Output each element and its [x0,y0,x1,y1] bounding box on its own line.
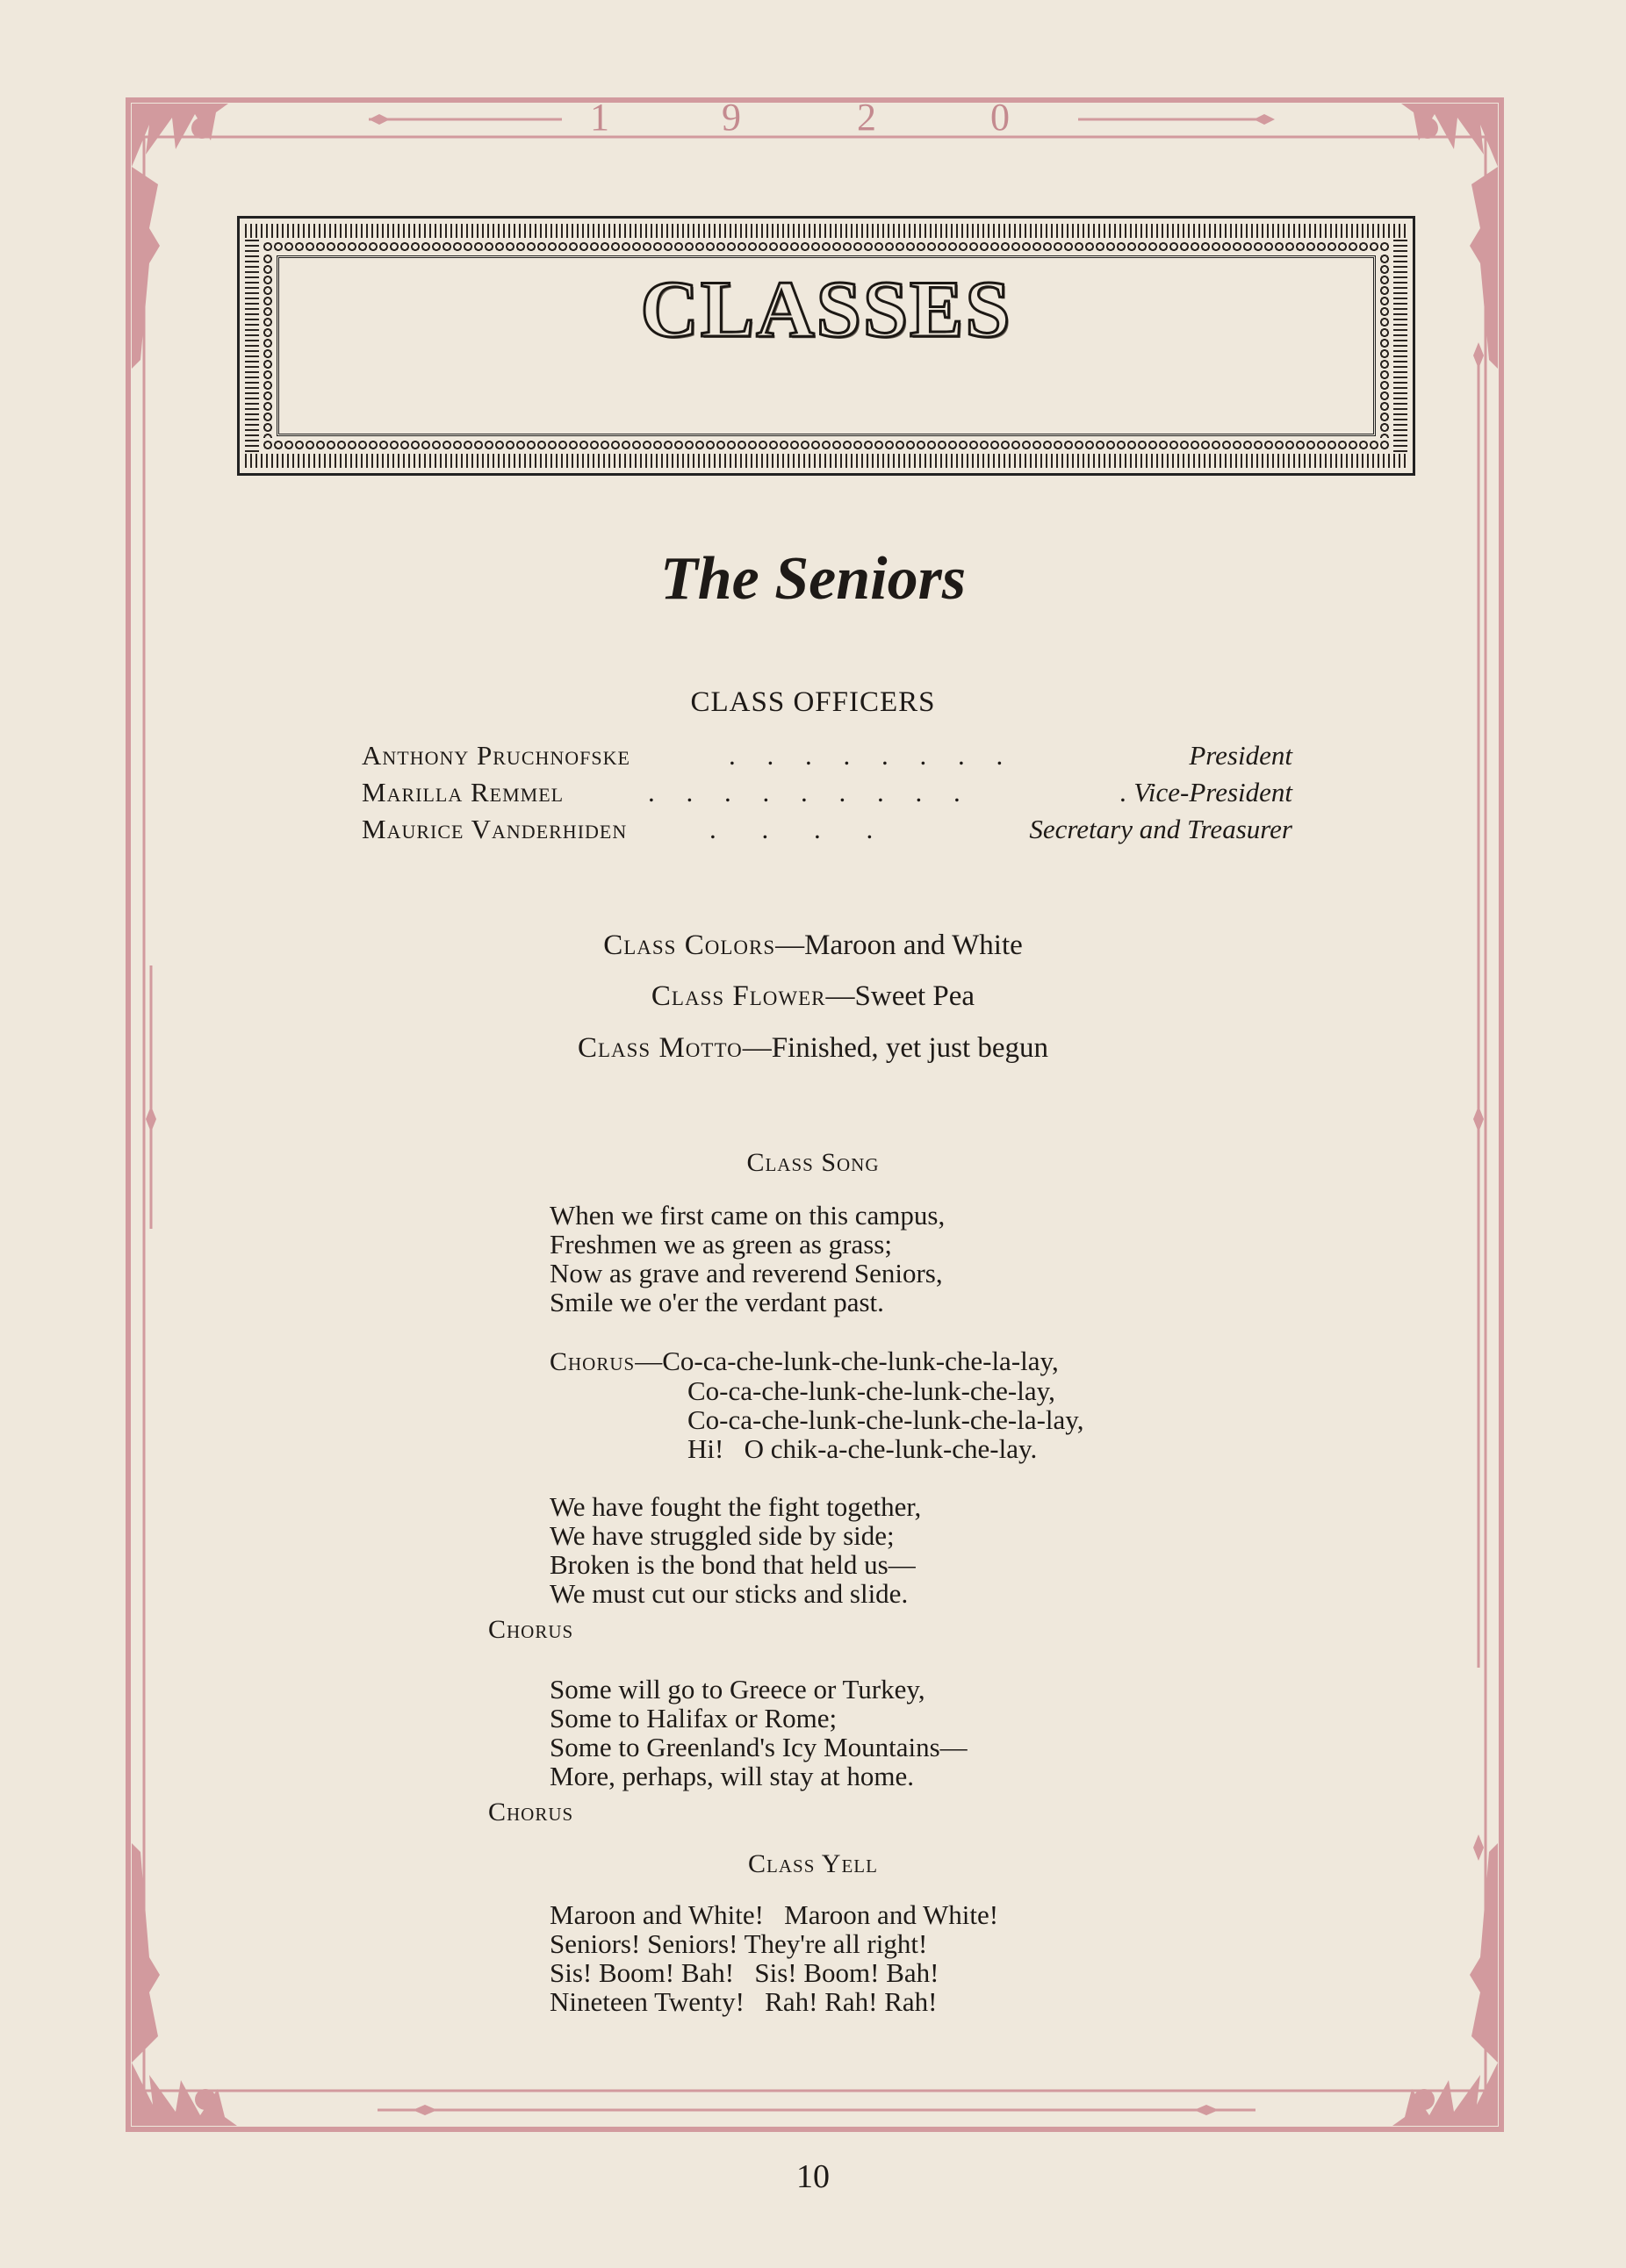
verse-line: Smile we o'er the verdant past. [550,1287,884,1317]
section-banner [237,216,1415,476]
verse-line: Freshmen we as green as grass; [550,1229,892,1260]
year-digit-1: 1 [590,96,609,139]
verse-line: When we first came on this campus, [550,1200,946,1231]
officer-name: Anthony Pruchnofske [362,740,630,771]
officer-name: Marilla Remmel [362,777,565,807]
leader-dots: . . . . [709,814,874,844]
verse-line: We must cut our sticks and slide. [550,1578,909,1609]
banner-beads [263,440,1390,450]
yell-line: Maroon and White! Maroon and White! [550,1899,999,1930]
verse-line: We have struggled side by side; [550,1520,895,1551]
verse-line: Some to Halifax or Rome; [550,1703,838,1733]
officer-name: Maurice Vanderhiden [362,814,628,844]
class-song-title: Class Song [746,1148,880,1177]
class-colors-value: —Maroon and White [775,929,1023,961]
year-digit-2: 9 [722,96,741,139]
chorus-line: Hi! O chik-a-che-lunk-che-lay. [687,1433,1038,1464]
chorus-line: Co-ca-che-lunk-che-lunk-che-la-lay, [687,1404,1084,1435]
class-flower-line [0,980,1626,1013]
officer-title: President [1189,740,1292,771]
class-flower-value: —Sweet Pea [825,980,975,1012]
verse-line: Some will go to Greece or Turkey, [550,1674,925,1705]
chorus-text: —Co-ca-che-lunk-che-lunk-che-la-lay, [635,1346,1059,1376]
class-colors-line [0,929,1626,962]
verse-line: Now as grave and reverend Seniors, [550,1258,943,1288]
yell-line: Sis! Boom! Bah! Sis! Boom! Bah! [550,1957,939,1988]
class-motto-value: —Finished, yet just begun [742,1032,1049,1064]
page-heading: The Seniors [659,545,967,613]
banner-stripe [245,224,1407,238]
class-colors-label: Class Colors [603,929,776,961]
class-motto-line [0,1032,1626,1065]
class-motto-label: Class Motto [577,1032,743,1064]
banner-title: CLASSES [640,264,1012,354]
chorus-reference: Chorus [488,1615,574,1644]
leader-dots: . . . . . . . . [729,740,1004,771]
banner-beads [263,241,1390,252]
verse-line: Broken is the bond that held us— [550,1549,916,1580]
officers-header: CLASS OFFICERS [690,686,936,718]
officer-title: Secretary and Treasurer [1029,814,1292,844]
verse-line: Some to Greenland's Icy Mountains— [550,1732,968,1762]
page-number: 10 [796,2158,830,2195]
verse-line: More, perhaps, will stay at home. [550,1761,914,1791]
class-flower-label: Class Flower [651,980,826,1012]
year-digit-3: 2 [857,96,876,139]
officer-title: . Vice-President [1119,777,1292,807]
chorus-first-line [550,1346,1059,1377]
verse-line: We have fought the fight together, [550,1491,922,1522]
class-yell-title: Class Yell [748,1849,878,1878]
yell-line: Seniors! Seniors! They're all right! [550,1928,928,1959]
year-digit-4: 0 [990,96,1010,139]
chorus-label: Chorus [550,1347,636,1376]
chorus-reference: Chorus [488,1798,574,1827]
banner-stripe [245,454,1407,468]
yell-line: Nineteen Twenty! Rah! Rah! Rah! [550,1986,938,2017]
chorus-line: Co-ca-che-lunk-che-lunk-che-lay, [687,1375,1055,1406]
leader-dots: . . . . . . . . . [648,777,960,807]
